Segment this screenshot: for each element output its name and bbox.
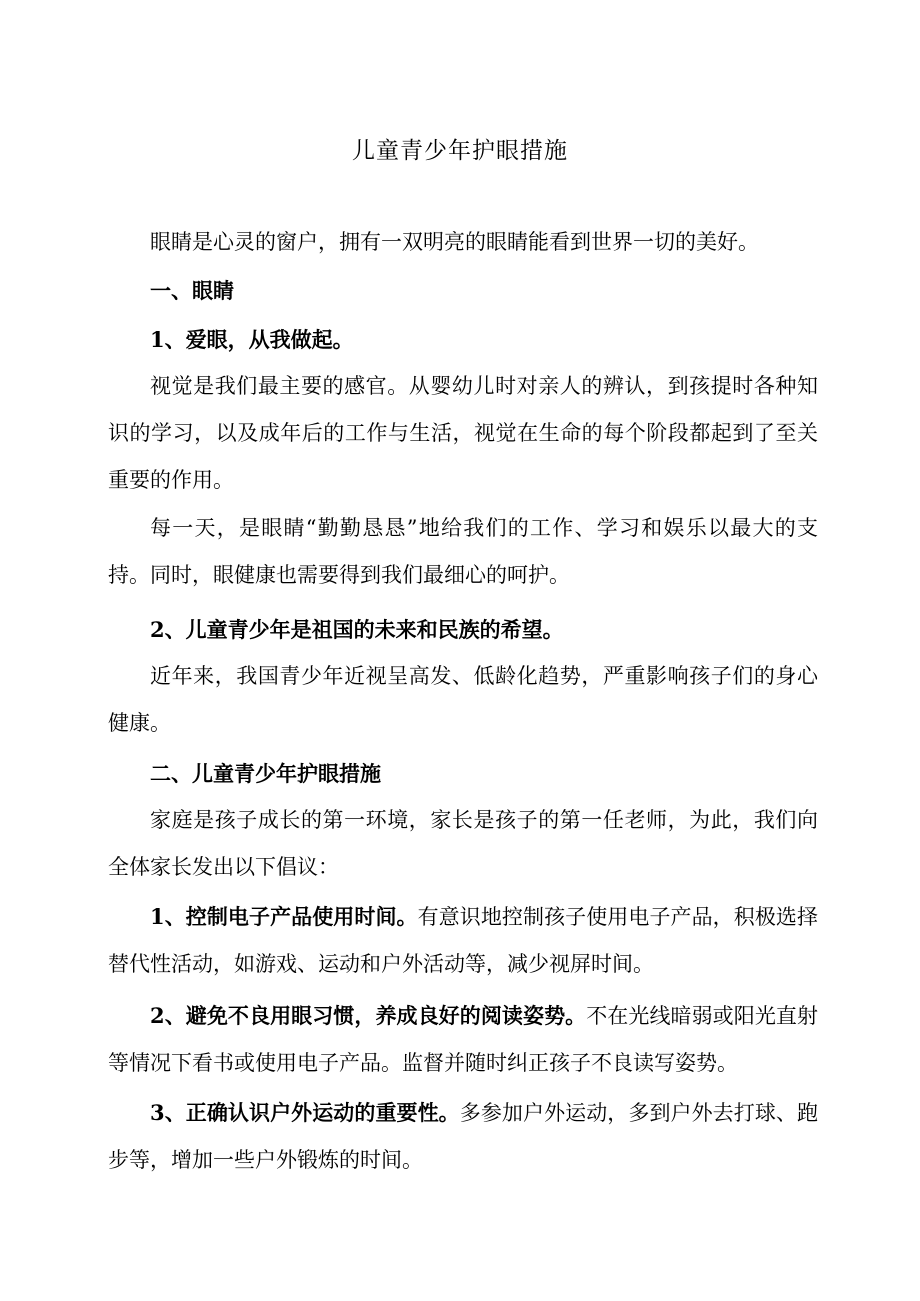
section-2-heading: 二、儿童青少年护眼措施 <box>150 761 381 786</box>
item-1-heading: 1、爱眼，从我做起。 <box>150 327 354 352</box>
section-1-heading: 一、眼睛 <box>150 278 234 303</box>
measure-3-text: 多参加户外运动，多到户外去打球、跑步等，增加一些户外锻炼的时间。 <box>108 1101 818 1172</box>
measure-1-lead: 1、控制电子产品使用时间。 <box>150 904 418 929</box>
measure-2-lead: 2、避免不良用眼习惯，养成良好的阅读姿势。 <box>150 1003 587 1028</box>
measure-3-lead: 3、正确认识户外运动的重要性。 <box>150 1100 460 1125</box>
measure-1 <box>108 893 818 988</box>
item-1-paragraph-2: 每一天，是眼睛“勤勤恳恳”地给我们的工作、学习和娱乐以最大的支持。同时，眼健康也需要得到我们最细心的呵护。 <box>108 516 818 587</box>
intro-paragraph: 眼睛是心灵的窗户，拥有一双明亮的眼睛能看到世界一切的美好。 <box>150 230 759 254</box>
measure-2-text: 不在光线暗弱或阳光直射等情况下看书或使用电子产品。监督并随时纠正孩子不良读写姿势。 <box>108 1004 818 1075</box>
item-2-paragraph: 近年来，我国青少年近视呈高发、低龄化趋势，严重影响孩子们的身心健康。 <box>108 664 818 735</box>
item-1-paragraph-1: 视觉是我们最主要的感官。从婴幼儿时对亲人的辨认，到孩提时各种知识的学习，以及成年后的工作与生活，视觉在生命的每个阶段都起到了至关重要的作用。 <box>108 374 818 492</box>
document-title: 儿童青少年护眼措施 <box>352 138 568 164</box>
section-2-intro: 家庭是孩子成长的第一环境，家长是孩子的第一任老师，为此，我们向全体家长发出以下倡议： <box>108 808 818 879</box>
item-2-heading: 2、儿童青少年是祖国的未来和民族的希望。 <box>150 617 564 642</box>
measure-1-text: 有意识地控制孩子使用电子产品，积极选择替代性活动，如游戏、运动和户外活动等，减少视屏时间。 <box>108 905 818 976</box>
measure-3 <box>108 1089 818 1184</box>
measure-2 <box>108 992 818 1087</box>
